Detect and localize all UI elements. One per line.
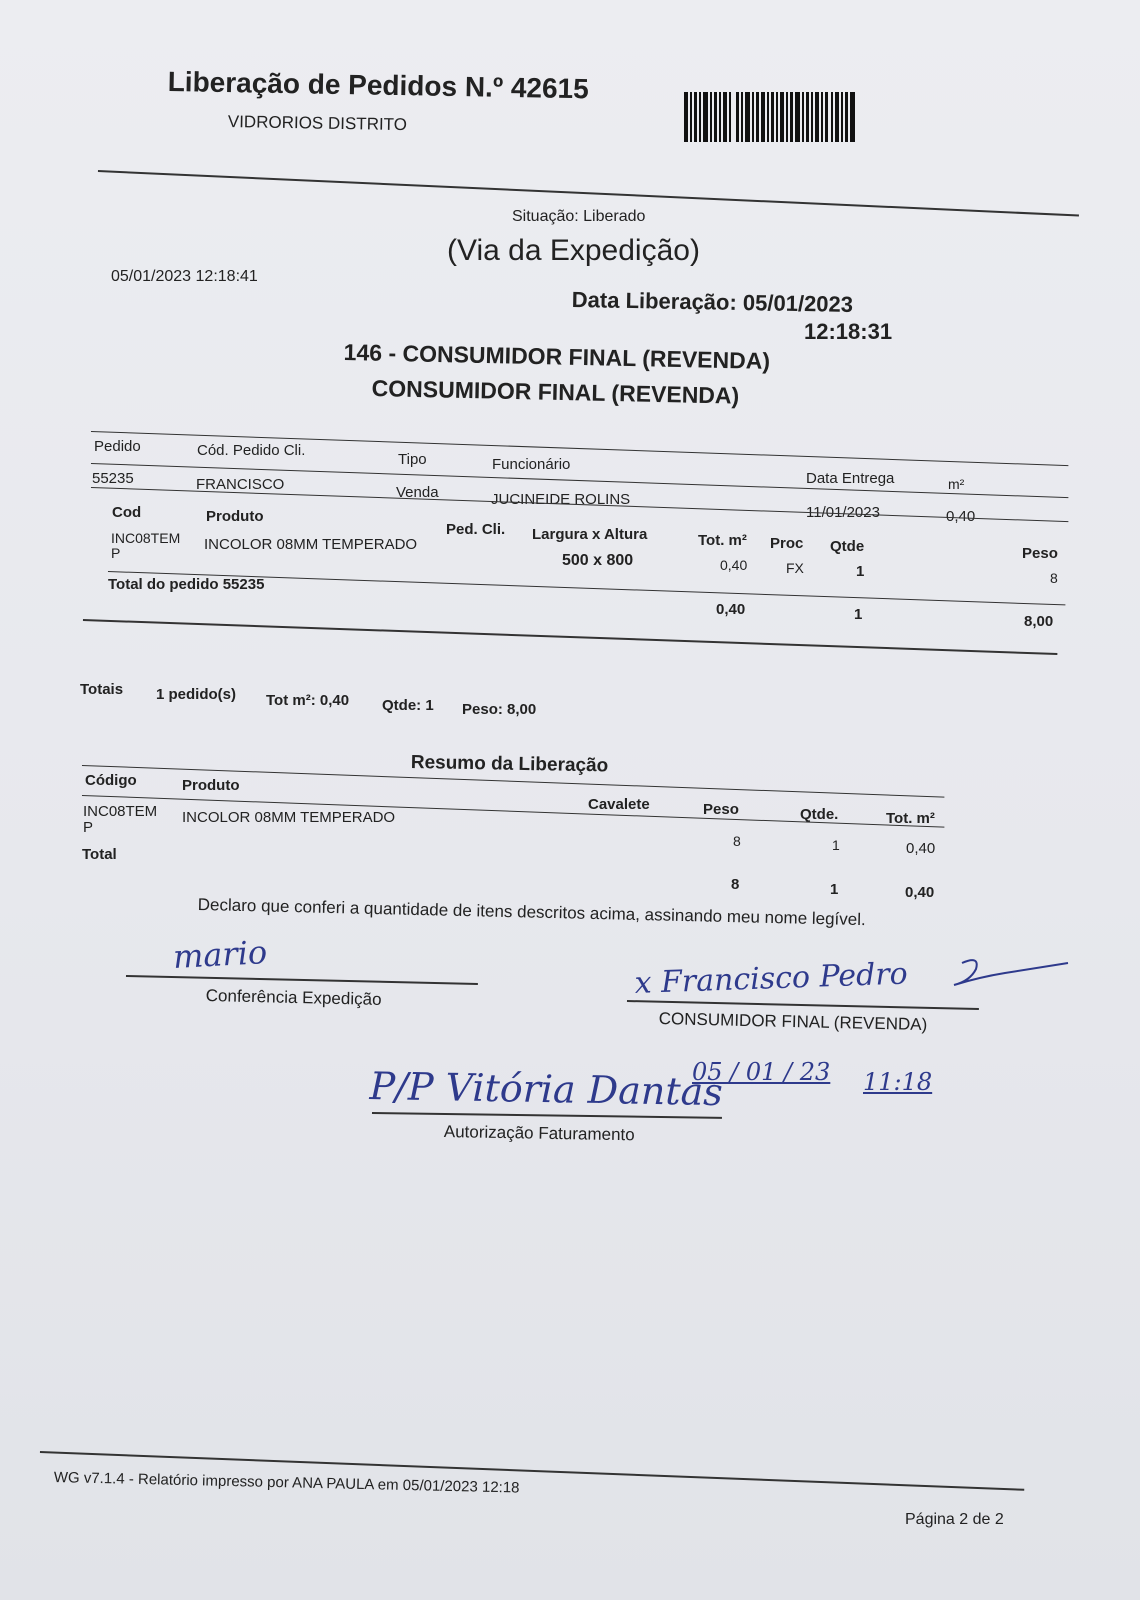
col-proc: Proc [770,535,804,552]
col-tot-m2: Tot. m² [698,532,747,549]
page-number: Página 2 de 2 [905,1511,1004,1528]
item-cod-line-1: INC08TEM [111,530,181,546]
tipo-value: Venda [396,484,439,501]
funcionario-value: JUCINEIDE ROLINS [491,491,631,508]
cliente-label: CONSUMIDOR FINAL (REVENDA) [658,1009,928,1035]
col-largura-altura: Largura x Altura [532,526,648,543]
col-pedido: Pedido [94,438,141,455]
resumo-col-tot-m2: Tot. m² [886,810,935,827]
resumo-title: Resumo da Liberação [410,752,609,777]
item-produto: INCOLOR 08MM TEMPERADO [204,536,418,553]
resumo-codigo-line-2: P [83,819,94,836]
autorizacao-label: Autorização Faturamento [443,1122,635,1145]
resumo-total-label: Total [82,846,117,863]
via-label: (Via da Expedição) [447,234,700,267]
print-datetime: 05/01/2023 12:18:41 [111,268,258,285]
resumo-produto: INCOLOR 08MM TEMPERADO [182,809,396,826]
col-funcionario: Funcionário [492,456,571,473]
cliente-line-2: CONSUMIDOR FINAL (REVENDA) [371,375,740,409]
totais-tot-m2: Tot m²: 0,40 [266,692,350,709]
col-ped-cli: Ped. Cli. [446,521,506,538]
resumo-tot-m2: 0,40 [906,840,936,857]
barcode-icon [684,90,859,146]
pedido-bottom-rule [83,619,1057,655]
handwritten-time: 11:18 [863,1068,933,1096]
autorizacao-signature: P/P Vitória Dantas [369,1064,724,1115]
resumo-col-codigo: Código [85,772,137,789]
col-tipo: Tipo [398,451,427,468]
hora-liberacao: 12:18:31 [804,319,893,344]
item-dimensoes: 500 x 800 [562,552,634,569]
resumo-qtde: 1 [832,837,840,853]
resumo-col-produto: Produto [182,777,240,794]
resumo-total-qtde: 1 [830,881,839,898]
resumo-col-cavalete: Cavalete [588,796,650,813]
conferencia-label: Conferência Expedição [205,986,382,1009]
resumo-col-qtde: Qtde. [800,806,839,823]
pedido-total-m2: 0,40 [716,601,746,618]
document-title: Liberação de Pedidos N.º 42615 [167,66,590,105]
col-m2: m² [948,476,965,492]
resumo-total-peso: 8 [731,876,740,893]
data-entrega-value: 11/01/2023 [806,504,880,521]
col-produto: Produto [206,508,264,525]
totais-label: Totais [80,681,124,698]
totais-peso: Peso: 8,00 [462,701,537,718]
conferencia-signature-line [126,975,478,985]
handwritten-date: 05 / 01 / 23 [692,1058,831,1086]
company-name: VIDRORIOS DISTRITO [227,112,408,135]
pedido-total-qtde: 1 [854,606,863,623]
col-cod-pedido-cli: Cód. Pedido Cli. [197,442,306,459]
situacao-label: Situação: Liberado [512,208,646,225]
conferencia-signature: mario [172,933,269,976]
pedido-total-peso: 8,00 [1024,613,1054,630]
item-tot-m2: 0,40 [720,557,748,573]
col-data-entrega: Data Entrega [806,470,895,487]
resumo-codigo-line-1: INC08TEM [83,803,158,820]
declaration-text: Declaro que conferi a quantidade de itens descritos acima, assinando meu nome legível. [197,895,866,930]
signature-flourish-icon [950,955,1075,995]
item-proc: FX [786,560,804,576]
col-peso: Peso [1022,545,1058,562]
resumo-col-peso: Peso [703,801,739,818]
resumo-total-tot-m2: 0,40 [905,884,935,901]
col-qtde: Qtde [830,538,865,555]
cliente-signature: x Francisco Pedro [634,956,909,1001]
col-cod: Cod [112,504,142,521]
totais-pedidos: 1 pedido(s) [156,686,237,703]
cod-pedido-cli: FRANCISCO [196,476,285,493]
resumo-peso: 8 [733,833,741,849]
pedido-total-label: Total do pedido 55235 [108,576,265,593]
m2-value: 0,40 [946,508,976,525]
totais-qtde: Qtde: 1 [382,697,434,714]
item-qtde: 1 [856,563,865,580]
item-cod-line-2: P [111,545,121,561]
item-peso: 8 [1050,570,1058,586]
report-info: WG v7.1.4 - Relatório impresso por ANA PAULA em 05/01/2023 12:18 [53,1469,520,1497]
pedido-number: 55235 [92,470,134,487]
data-liberacao: Data Liberação: 05/01/2023 [571,287,854,317]
cliente-line-1: 146 - CONSUMIDOR FINAL (REVENDA) [343,339,771,374]
